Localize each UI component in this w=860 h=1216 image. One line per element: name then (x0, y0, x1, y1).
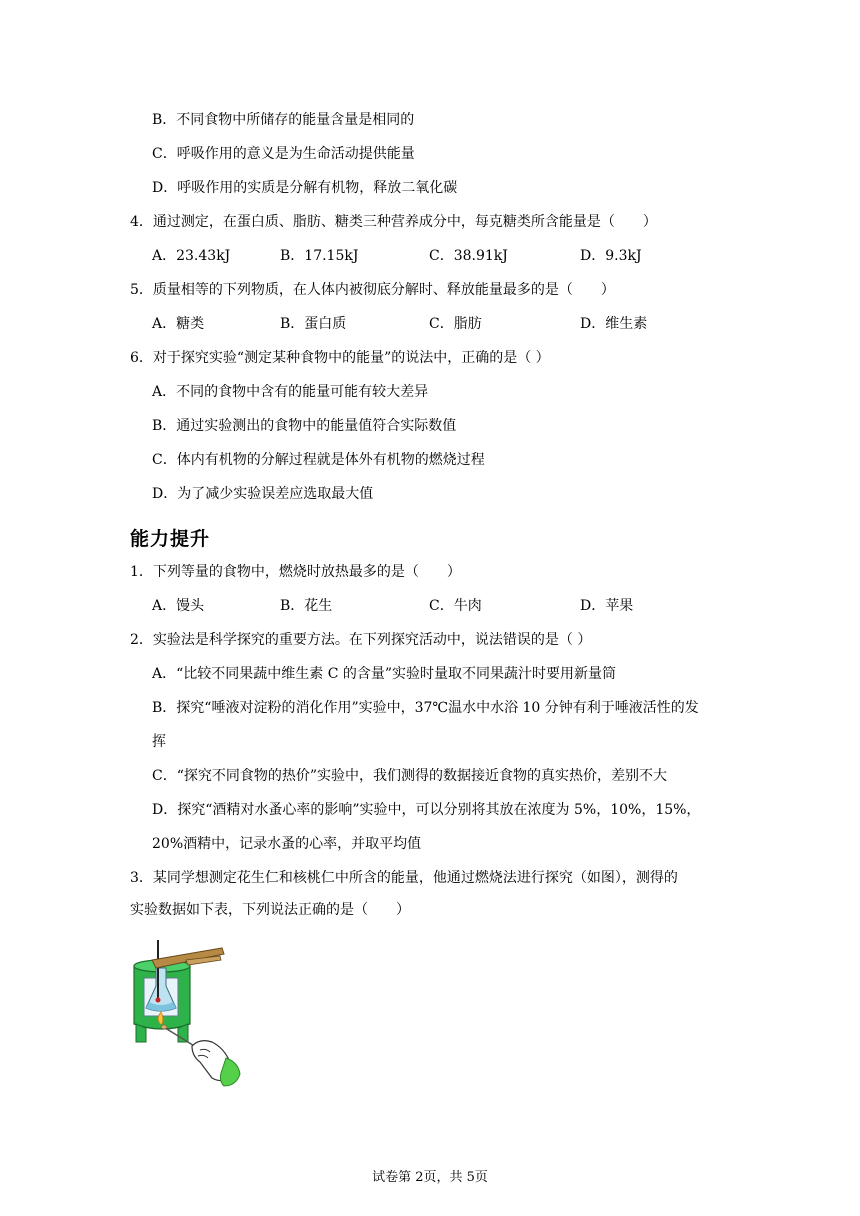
q6-stem: 6．对于探究实验“测定某种食物中的能量”的说法中，正确的是（ ） (130, 350, 550, 366)
q4-stem: 4．通过测定，在蛋白质、脂肪、糖类三种营养成分中，每克糖类所含能量是（ ） (130, 214, 657, 230)
q4-option-b: B．17.15kJ (280, 248, 359, 264)
q5-option-b: B．蛋白质 (280, 316, 347, 332)
q4-options (152, 246, 642, 266)
q5-option-d: D．维生素 (580, 316, 648, 332)
s2-q2-option-b: B．探究“唾液对淀粉的消化作用”实验中，37℃温水中水浴 10 分钟有利于唾液活性的发 (152, 700, 699, 716)
q5-option-c: C．脂肪 (429, 316, 482, 332)
q6-option-b: B．通过实验测出的食物中的能量值符合实际数值 (152, 418, 457, 434)
s2-q1-option-c: C．牛肉 (429, 598, 482, 614)
s2-q1-option-a: A．馒头 (152, 598, 205, 614)
s2-q1-option-b: B．花生 (280, 598, 333, 614)
s2-q3-stem-cont: 实验数据如下表，下列说法正确的是（ ） (130, 902, 410, 918)
q5-options (152, 314, 647, 334)
page-footer: 试卷第 2页，共 5页 (372, 1170, 488, 1185)
s2-q2-option-d: D．探究“酒精对水蚤心率的影响”实验中，可以分别将其放在浓度为 5%，10%，15%， (152, 802, 701, 818)
q4-option-d: D．9.3kJ (580, 248, 642, 264)
s2-q2-stem: 2．实验法是科学探究的重要方法。在下列探究活动中，说法错误的是（ ） (130, 632, 592, 648)
s2-q2-option-b-cont: 挥 (152, 734, 166, 750)
s2-q2-option-c: C．“探究不同食物的热价”实验中，我们测得的数据接近食物的真实热价，差别不大 (152, 768, 668, 784)
q6-option-a: A．不同的食物中含有的能量可能有较大差异 (152, 384, 429, 400)
q6-option-d: D．为了减少实验误差应选取最大值 (152, 486, 374, 502)
s2-q2-option-d-cont: 20%酒精中，记录水蚤的心率，并取平均值 (152, 836, 422, 852)
combustion-apparatus-figure (126, 938, 242, 1088)
q3-option-d: D．呼吸作用的实质是分解有机物，释放二氧化碳 (152, 180, 458, 196)
section-heading: 能力提升 (130, 528, 211, 550)
s2-q1-option-d: D．苹果 (580, 598, 634, 614)
s2-q1-stem: 1．下列等量的食物中，燃烧时放热最多的是（ ） (130, 564, 461, 580)
s2-q2-option-a: A．“比较不同果蔬中维生素 C 的含量”实验时量取不同果蔬汁时要用新量筒 (152, 666, 617, 682)
q3-option-b: B．不同食物中所储存的能量含量是相同的 (152, 112, 415, 128)
q3-option-c: C．呼吸作用的意义是为生命活动提供能量 (152, 146, 415, 162)
q5-option-a: A．糖类 (152, 316, 205, 332)
q4-option-c: C．38.91kJ (429, 248, 508, 264)
s2-q1-options (152, 596, 633, 616)
q5-stem: 5．质量相等的下列物质，在人体内被彻底分解时、释放能量最多的是（ ） (130, 282, 615, 298)
s2-q3-stem: 3．某同学想测定花生仁和核桃仁中所含的能量，他通过燃烧法进行探究（如图），测得的 (130, 870, 678, 886)
q6-option-c: C．体内有机物的分解过程就是体外有机物的燃烧过程 (152, 452, 485, 468)
q4-option-a: A．23.43kJ (152, 248, 231, 264)
